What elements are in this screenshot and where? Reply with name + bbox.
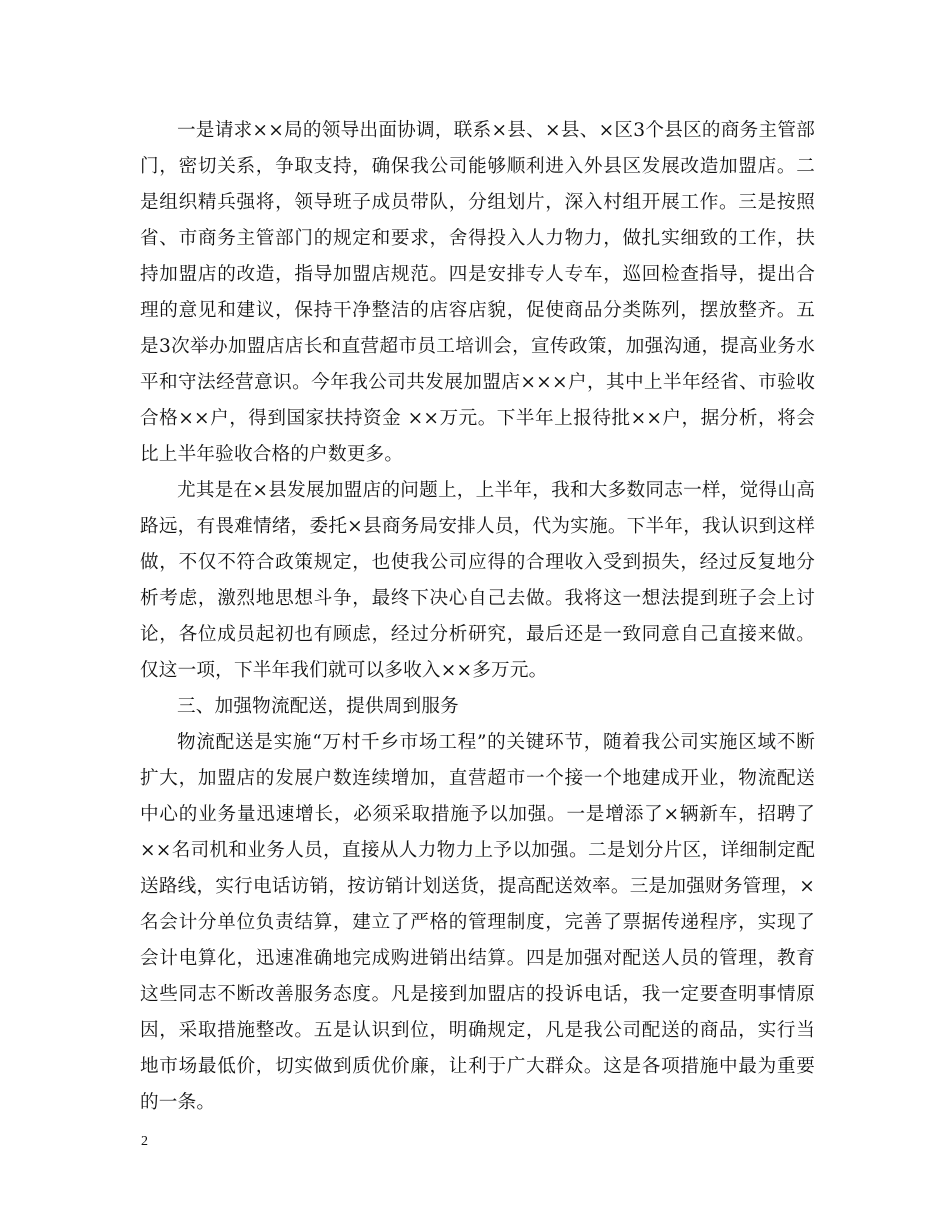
page-number: 2	[141, 1134, 148, 1149]
paragraph-franchise-measures: 一是请求××局的领导出面协调，联系×县、×县、×区3个县区的商务主管部门，密切关系，争取支持，确保我公司能够顺利进入外县区发展改造加盟店。二是组织精兵强将，领导班子成员带队，分组划片，深入村组开展工作。三是按照省、市商务主管部门的规定和要求，舍得投入人力物力，做扎实细致的工作，扶持加盟店的改造，指导加盟店规范。四是安排专人专车，巡回检查指导，提出合理的意见和建议，保持干净整洁的店容店貌，促使商品分类陈列，摆放整齐。五是3次举办加盟店店长和直营超市员工培训会，宣传政策，加强沟通，提高业务水平和守法经营意识。今年我公司共发展加盟店×××户，其中上半年经省、市验收合格××户，得到国家扶持资金 ××万元。下半年上报待批××户，据分析，将会比上半年验收合格的户数更多。	[140, 120, 815, 465]
paragraph-county-development: 尤其是在×县发展加盟店的问题上，上半年，我和大多数同志一样，觉得山高路远，有畏难情绪，委托×县商务局安排人员，代为实施。下半年，我认识到这样做，不仅不符合政策规定，也使我公司应得的合理收入受到损失，经过反复地分析考虑，激烈地思想斗争，最终下决心自己去做。我将这一想法提到班子会上讨论，各位成员起初也有顾虑，经过分析研究，最后还是一致同意自己直接来做。仅这一项，下半年我们就可以多收入××多万元。	[140, 480, 815, 681]
section-heading-logistics: 三、加强物流配送，提供周到服务	[177, 696, 459, 717]
document-body	[140, 113, 815, 1121]
paragraph-logistics-measures: 物流配送是实施“万村千乡市场工程”的关键环节，随着我公司实施区域不断扩大，加盟店的发展户数连续增加，直营超市一个接一个地建成开业，物流配送中心的业务量迅速增长，必须采取措施予以加强。一是增添了×辆新车，招聘了××名司机和业务人员，直接从人力物力上予以加强。二是划分片区，详细制定配送路线，实行电话访销，按访销计划送货，提高配送效率。三是加强财务管理，×名会计分单位负责结算，建立了严格的管理制度，完善了票据传递程序，实现了会计电算化，迅速准确地完成购进销出结算。四是加强对配送人员的管理，教育这些同志不断改善服务态度。凡是接到加盟店的投诉电话，我一定要查明事情原因，采取措施整改。五是认识到位，明确规定，凡是我公司配送的商品，实行当地市场最低价，切实做到质优价廉，让利于广大群众。这是各项措施中最为重要的一条。	[140, 732, 815, 1113]
